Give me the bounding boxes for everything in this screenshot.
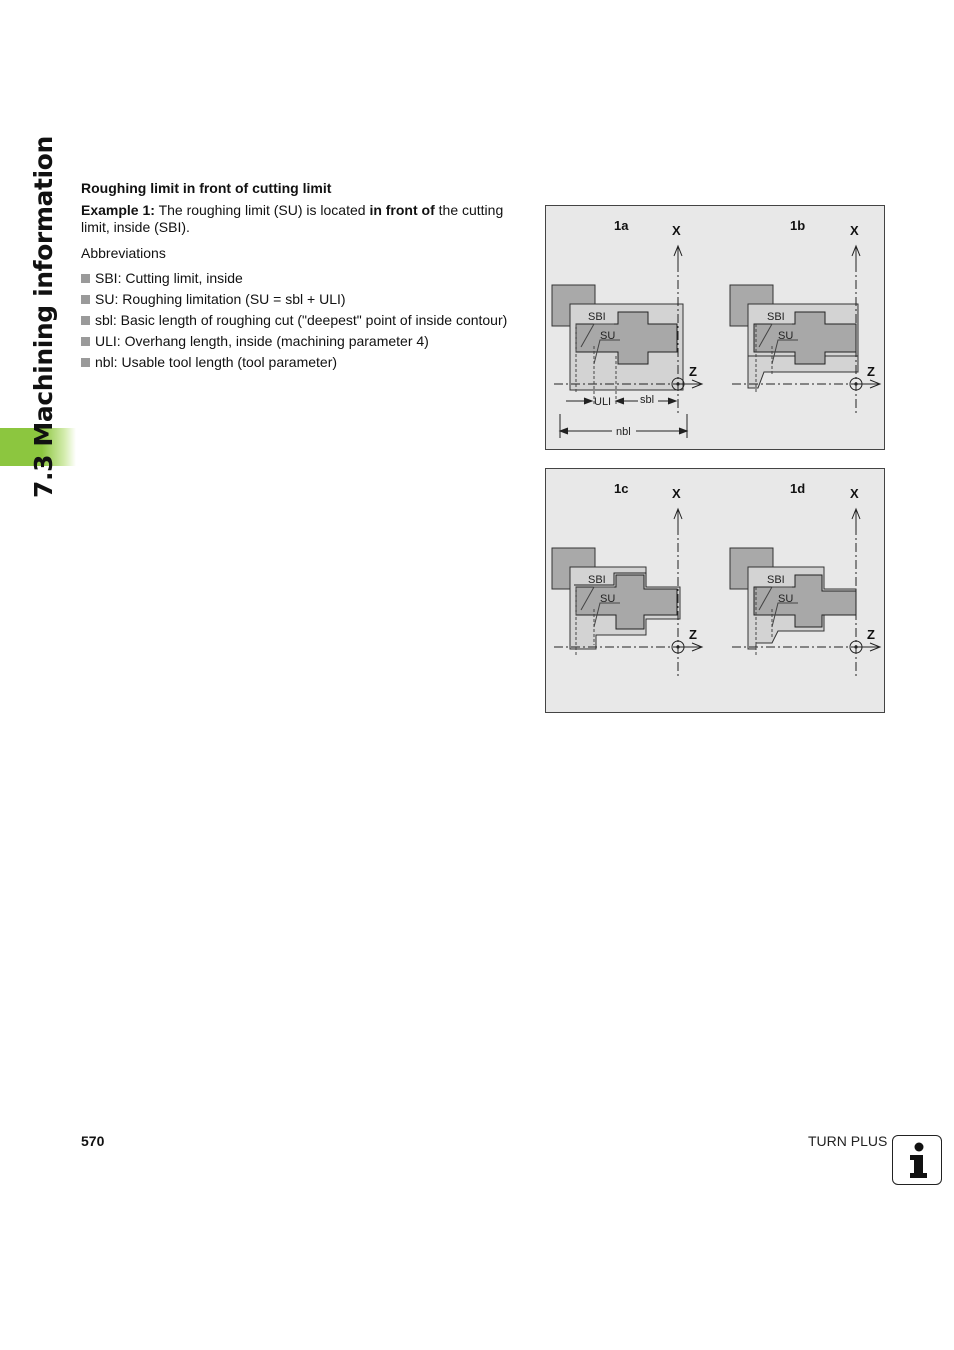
- diagram-1a: [552, 218, 702, 438]
- bullet-square-icon: [81, 274, 90, 283]
- x-axis-label: X: [850, 486, 859, 501]
- bullet-square-icon: [81, 337, 90, 346]
- info-icon: [892, 1135, 942, 1185]
- bullet-square-icon: [81, 358, 90, 367]
- diagram-1d: [730, 481, 880, 679]
- list-item: SU: Roughing limitation (SU = sbl + ULI): [81, 291, 526, 308]
- list-item: ULI: Overhang length, inside (machining parameter 4): [81, 333, 526, 350]
- abbreviations-title: Abbreviations: [81, 245, 166, 261]
- su-label: SU: [778, 593, 794, 605]
- list-item: sbl: Basic length of roughing cut ("deepest" point of inside contour): [81, 312, 526, 329]
- section-title: 7.3 Machining information: [29, 136, 58, 498]
- x-axis-label: X: [672, 223, 681, 238]
- x-axis-label: X: [672, 486, 681, 501]
- page-number: 570: [81, 1133, 105, 1149]
- z-axis-label: Z: [867, 364, 875, 379]
- uli-label: ULI: [594, 396, 612, 408]
- su-label: SU: [778, 330, 794, 342]
- z-axis-label: Z: [689, 364, 697, 379]
- sbl-label: sbl: [640, 394, 655, 406]
- su-label: SU: [600, 593, 616, 605]
- bullet-square-icon: [81, 316, 90, 325]
- sbi-label: SBI: [588, 574, 606, 586]
- list-item: SBI: Cutting limit, inside: [81, 270, 526, 287]
- su-label: SU: [600, 330, 616, 342]
- z-axis-label: Z: [689, 627, 697, 642]
- figure-1cd-svg: [546, 469, 884, 712]
- figure-panel-1ab: [545, 205, 885, 450]
- figure-label-1b: 1b: [790, 218, 806, 233]
- bullet-square-icon: [81, 295, 90, 304]
- example-bold-phrase: in front of: [369, 202, 435, 218]
- example-text-2: the cutting limit, inside (SBI).: [81, 202, 504, 235]
- example-label: Example 1:: [81, 202, 155, 218]
- chapter-title: TURN PLUS: [808, 1133, 888, 1149]
- x-axis-label: X: [850, 223, 859, 238]
- figure-label-1c: 1c: [614, 481, 629, 496]
- figure-label-1a: 1a: [614, 218, 629, 233]
- figure-1ab-svg: [546, 206, 884, 449]
- main-content: [81, 180, 526, 375]
- sbi-label: SBI: [767, 574, 785, 586]
- sbi-label: SBI: [767, 311, 785, 323]
- diagram-1c: [552, 481, 702, 679]
- diagram-1b: [730, 218, 880, 416]
- figure-panel-1cd: [545, 468, 885, 713]
- example-paragraph: [81, 202, 526, 236]
- section-heading: Roughing limit in front of cutting limit: [81, 180, 332, 196]
- figure-label-1d: 1d: [790, 481, 806, 496]
- z-axis-label: Z: [867, 627, 875, 642]
- example-text-1: The roughing limit (SU) is located: [154, 202, 370, 218]
- list-item: nbl: Usable tool length (tool parameter): [81, 354, 526, 371]
- sbi-label: SBI: [588, 311, 606, 323]
- abbreviation-list: [81, 270, 526, 371]
- nbl-label: nbl: [616, 426, 631, 438]
